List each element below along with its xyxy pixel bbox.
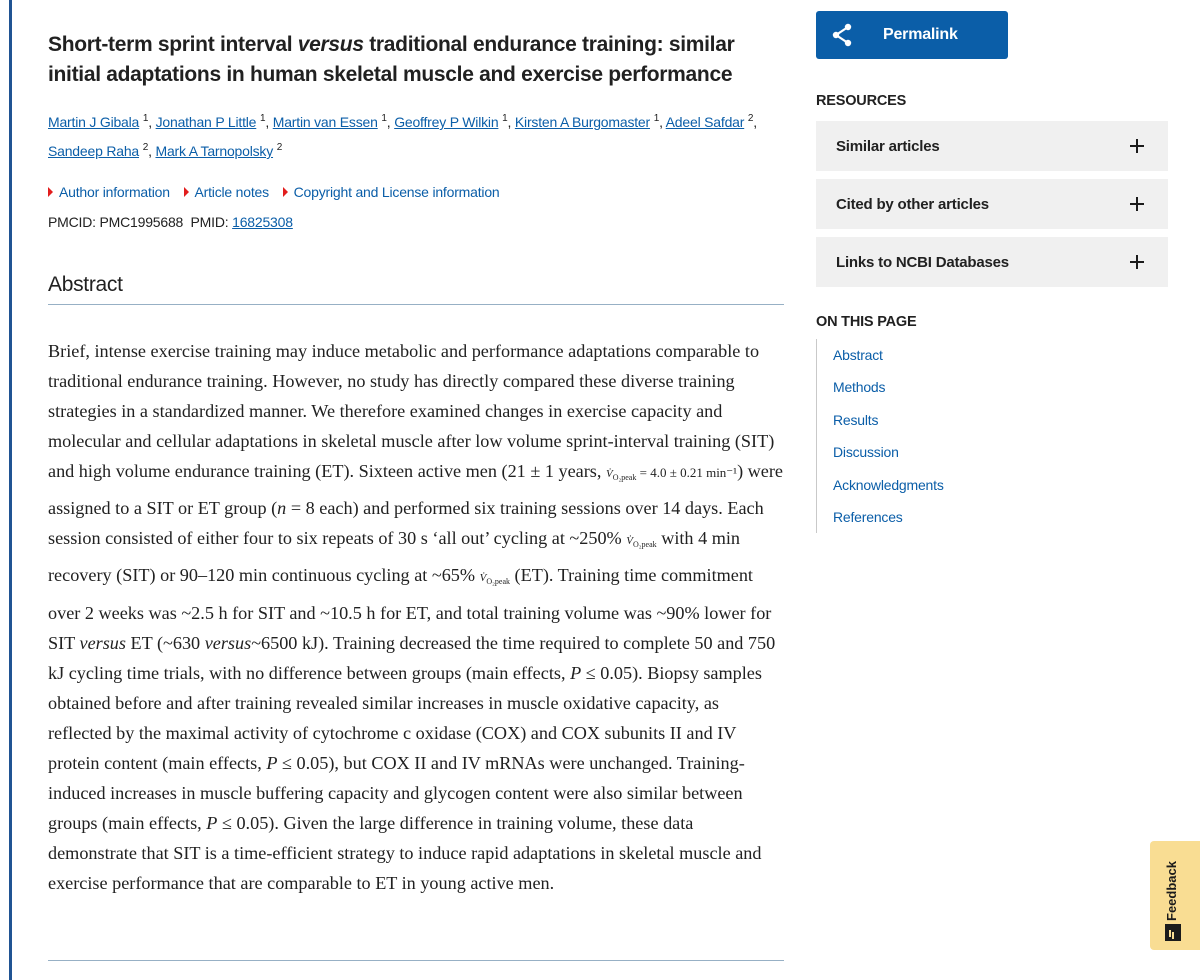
- vo2-symbol: V̇: [626, 535, 633, 548]
- toc-link-abstract[interactable]: Abstract: [833, 347, 883, 363]
- pmid-link[interactable]: 16825308: [232, 214, 293, 230]
- vo2peak-value: = 4.0 ± 0.21 min⁻¹: [636, 465, 738, 480]
- pmcid-value: PMC1995688: [99, 214, 184, 230]
- vo2peak-math: [479, 572, 510, 587]
- toggle-label: Article notes: [194, 184, 269, 200]
- abstract-segment: ET (~630: [125, 632, 205, 653]
- p-italic: P: [206, 812, 218, 833]
- abstract-segment: Brief, intense exercise training may induce metabolic and performance adaptations comparable to traditional endurance training. However, no study has directly compared these diverse training strategies in a standardized manner. We therefore examined changes in exercise capacity and molecular and cellular adaptations in skeletal muscle after low volume sprint-interval training (SIT) and high volume endurance training (ET). Sixteen active men (21 ± 1 years,: [48, 341, 775, 481]
- vo2-subscript: O₂peak: [612, 473, 637, 483]
- author-link[interactable]: Kirsten A Burgomaster: [514, 114, 650, 130]
- affiliation-sup: 2: [142, 142, 149, 153]
- toc-link-discussion[interactable]: Discussion: [833, 444, 899, 461]
- abstract-segment: (ET). Training time commitment over 2 weeks was ~2.5 h for SIT and ~10.5 h for ET, and total training volume was ~90% lower for SIT: [48, 565, 772, 653]
- author-link[interactable]: Sandeep Raha: [48, 143, 140, 159]
- toc-link-acknowledgments[interactable]: Acknowledgments: [833, 476, 944, 493]
- abstract-segment: = 8 each) and performed six training sessions over 14 days. Each session consisted of either four to six repeats of 30 s ‘all out’ cycling at ~250%: [48, 498, 764, 549]
- similar-articles-accordion[interactable]: [816, 121, 1168, 171]
- article-meta-links: [48, 182, 784, 202]
- article-notes-toggle[interactable]: [184, 182, 269, 202]
- vo2-symbol: V̇: [605, 468, 613, 480]
- feedback-icon: [1165, 924, 1181, 941]
- abstract-segment: ). Given the large difference in training volume, these data demonstrate that SIT is a time-efficient strategy to induce rapid adaptations in skeletal muscle and exercise performance that are comparable to ET in young active men.: [48, 812, 762, 893]
- caret-right-icon: [48, 187, 53, 197]
- versus-italic: versus: [204, 632, 252, 653]
- author-link[interactable]: Jonathan P Little: [155, 114, 257, 130]
- vo2peak-math: [605, 468, 637, 483]
- accordion-label: Similar articles: [836, 137, 940, 155]
- caret-right-icon: [184, 187, 189, 197]
- article-identifiers: [48, 212, 784, 232]
- ncbi-links-accordion[interactable]: [816, 237, 1168, 287]
- accordion-label: Links to NCBI Databases: [836, 253, 1009, 271]
- left-accent-rule: [9, 0, 12, 980]
- toggle-label: Copyright and License information: [293, 184, 500, 200]
- abstract-segment: with 4 min recovery (SIT) or 90–120 min continuous cycling at ~65%: [48, 528, 741, 586]
- author-link[interactable]: Martin J Gibala: [48, 114, 140, 130]
- permalink-button[interactable]: [816, 11, 1008, 59]
- author-link[interactable]: Geoffrey P Wilkin: [394, 114, 499, 130]
- resources-accordion: [816, 121, 1168, 287]
- pmid-label: PMID:: [190, 214, 229, 230]
- vo2-symbol: V̇: [479, 572, 487, 585]
- p-value: ≤ 0.05: [581, 662, 633, 683]
- affiliation-sup: 1: [653, 113, 660, 124]
- resources-heading: RESOURCES: [816, 93, 907, 109]
- page-toc: [816, 339, 1168, 533]
- title-italic: versus: [297, 33, 364, 56]
- affiliation-sup: 2: [747, 113, 754, 124]
- abstract-text: [48, 336, 784, 898]
- vo2-subscript: O₂peak: [632, 540, 657, 550]
- toc-link-results[interactable]: Results: [833, 411, 879, 428]
- section-divider: [48, 960, 784, 961]
- n-italic: n: [277, 498, 287, 519]
- affiliation-sup: 1: [259, 113, 266, 124]
- author-link[interactable]: Mark A Tarnopolsky: [155, 143, 274, 159]
- sidebar: [816, 11, 1168, 533]
- accordion-label: Cited by other articles: [836, 195, 989, 213]
- abstract-segment: ), but COX II and IV mRNAs were unchanged. Training-induced increases in muscle buffering capacity and glycogen content were also similar between groups (main effects,: [48, 752, 745, 833]
- author-link[interactable]: Adeel Safdar: [665, 114, 745, 130]
- author-information-toggle[interactable]: [48, 182, 170, 202]
- plus-icon: [1130, 139, 1144, 153]
- toc-link-methods[interactable]: Methods: [833, 379, 886, 396]
- article-main: [48, 30, 784, 898]
- affiliation-sup: 2: [276, 142, 283, 153]
- p-value: ≤ 0.05: [277, 752, 329, 773]
- toc-link-references[interactable]: References: [833, 509, 903, 526]
- vo2-subscript: O₂peak: [486, 577, 510, 587]
- pmcid-label: PMCID:: [48, 214, 96, 230]
- author-list: Martin J Gibala $^1$, Jonathan P Little $^1$, Martin van Essen $^1$, Geoffrey P Wilkin $^1$, Kirsten A Burgomaster $^1$, Adeel Safdar $^2$, Sandeep Raha $^2$, Mark A Tarnopolsky $^2$: [48, 113, 757, 159]
- title-text: Short-term sprint interval: [48, 33, 298, 56]
- article-title: [48, 30, 784, 90]
- p-value: ≤ 0.05: [217, 812, 269, 833]
- share-icon: [822, 23, 862, 47]
- affiliation-sup: 1: [502, 113, 508, 124]
- versus-italic: versus: [79, 632, 126, 653]
- vo2peak-math: [626, 535, 657, 550]
- title-text: traditional endurance training: similar initial adaptations in human skeletal muscle and exercise performance: [48, 33, 735, 86]
- p-italic: P: [570, 662, 582, 683]
- p-italic: P: [266, 752, 278, 773]
- affiliation-sup: 1: [142, 113, 149, 124]
- permalink-label: Permalink: [883, 26, 958, 43]
- plus-icon: [1130, 197, 1144, 211]
- cited-by-accordion[interactable]: [816, 179, 1168, 229]
- plus-icon: [1130, 255, 1144, 269]
- feedback-button[interactable]: [1150, 841, 1200, 950]
- copyright-license-toggle[interactable]: [283, 182, 500, 202]
- affiliation-sup: 1: [381, 113, 387, 124]
- abstract-segment: ~6500 kJ). Training decreased the time required to complete 50 and 750 kJ cycling time trials, with no difference between groups (main effects,: [48, 632, 776, 683]
- abstract-heading: Abstract: [48, 270, 784, 305]
- on-this-page-heading: ON THIS PAGE: [816, 314, 917, 330]
- toggle-label: Author information: [59, 184, 170, 200]
- feedback-label: Feedback: [1164, 861, 1179, 921]
- abstract-segment: ). Biopsy samples obtained before and after training revealed similar increases in muscle oxidative capacity, as reflected by the maximal activity of cytochrome c oxidase (COX) and COX subunits II and IV protein content (main effects,: [48, 662, 762, 773]
- caret-right-icon: [283, 187, 288, 197]
- author-link[interactable]: Martin van Essen: [272, 114, 378, 130]
- abstract-segment: ) were assigned to a SIT or ET group (: [48, 461, 784, 519]
